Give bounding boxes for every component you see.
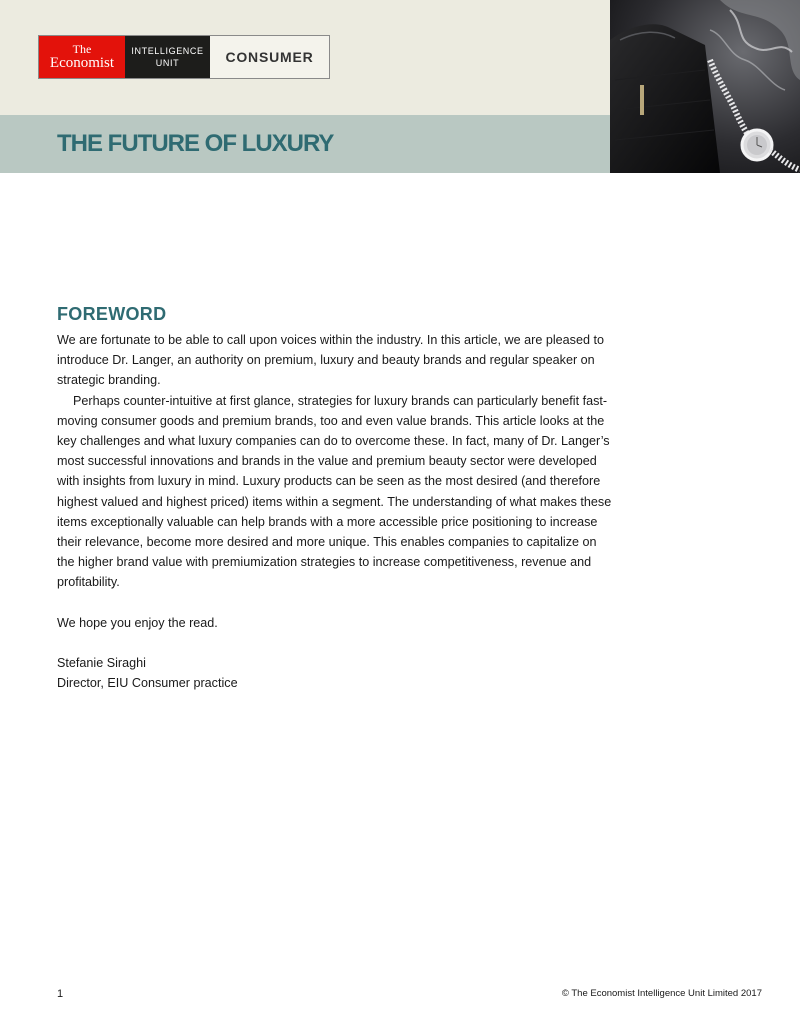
unit-line2: UNIT: [155, 58, 180, 68]
hero-image: [610, 0, 800, 173]
practice-label: CONSUMER: [225, 49, 314, 65]
signature-name: Stefanie Siraghi: [57, 656, 146, 671]
paragraph-2: Perhaps counter-intuitive at first glance, strategies for luxury brands can particularly benefit fast-moving consumer goods and premium brands, too and even value brands. This article looks at the key challenges and what luxury companies can do to overcome these. In fact, many of Dr. Langer’s most successful innovations and brands in the value and premium beauty sector were developed with insights from luxury in mind. Luxury products can be seen as the most desired (and therefore highest valued and highest priced) items within a segment. The understanding of what makes these items exceptionally valuable can help brands with a more accessible price positioning to increase their relevance, become more desired and more unique. This enables companies to capitalize on the higher brand value with premiumization strategies to increase competitiveness, revenue and profitability.: [57, 393, 612, 590]
luxury-photo-icon: [610, 0, 800, 173]
economist-logo: [39, 36, 125, 78]
eiu-logo: [38, 35, 330, 79]
signature-title: Director, EIU Consumer practice: [57, 676, 238, 691]
page-number: 1: [57, 988, 64, 1000]
page-title: THE FUTURE OF LUXURY: [57, 130, 334, 157]
paragraph-1: We are fortunate to be able to call upon voices within the industry. In this article, we are pleased to introduce Dr. Langer, an authority on premium, luxury and beauty brands and regular speaker on strategic branding.: [57, 333, 604, 388]
closing-line: We hope you enjoy the read.: [57, 615, 218, 630]
logo-line1: The: [72, 42, 92, 56]
intelligence-unit-block: [125, 36, 210, 78]
foreword-body: [57, 330, 617, 694]
unit-line1: INTELLIGENCE: [131, 45, 204, 56]
logo-line2: Economist: [49, 55, 115, 71]
copyright-notice: © The Economist Intelligence Unit Limited 2017: [561, 988, 762, 999]
foreword-heading: FOREWORD: [57, 304, 167, 324]
